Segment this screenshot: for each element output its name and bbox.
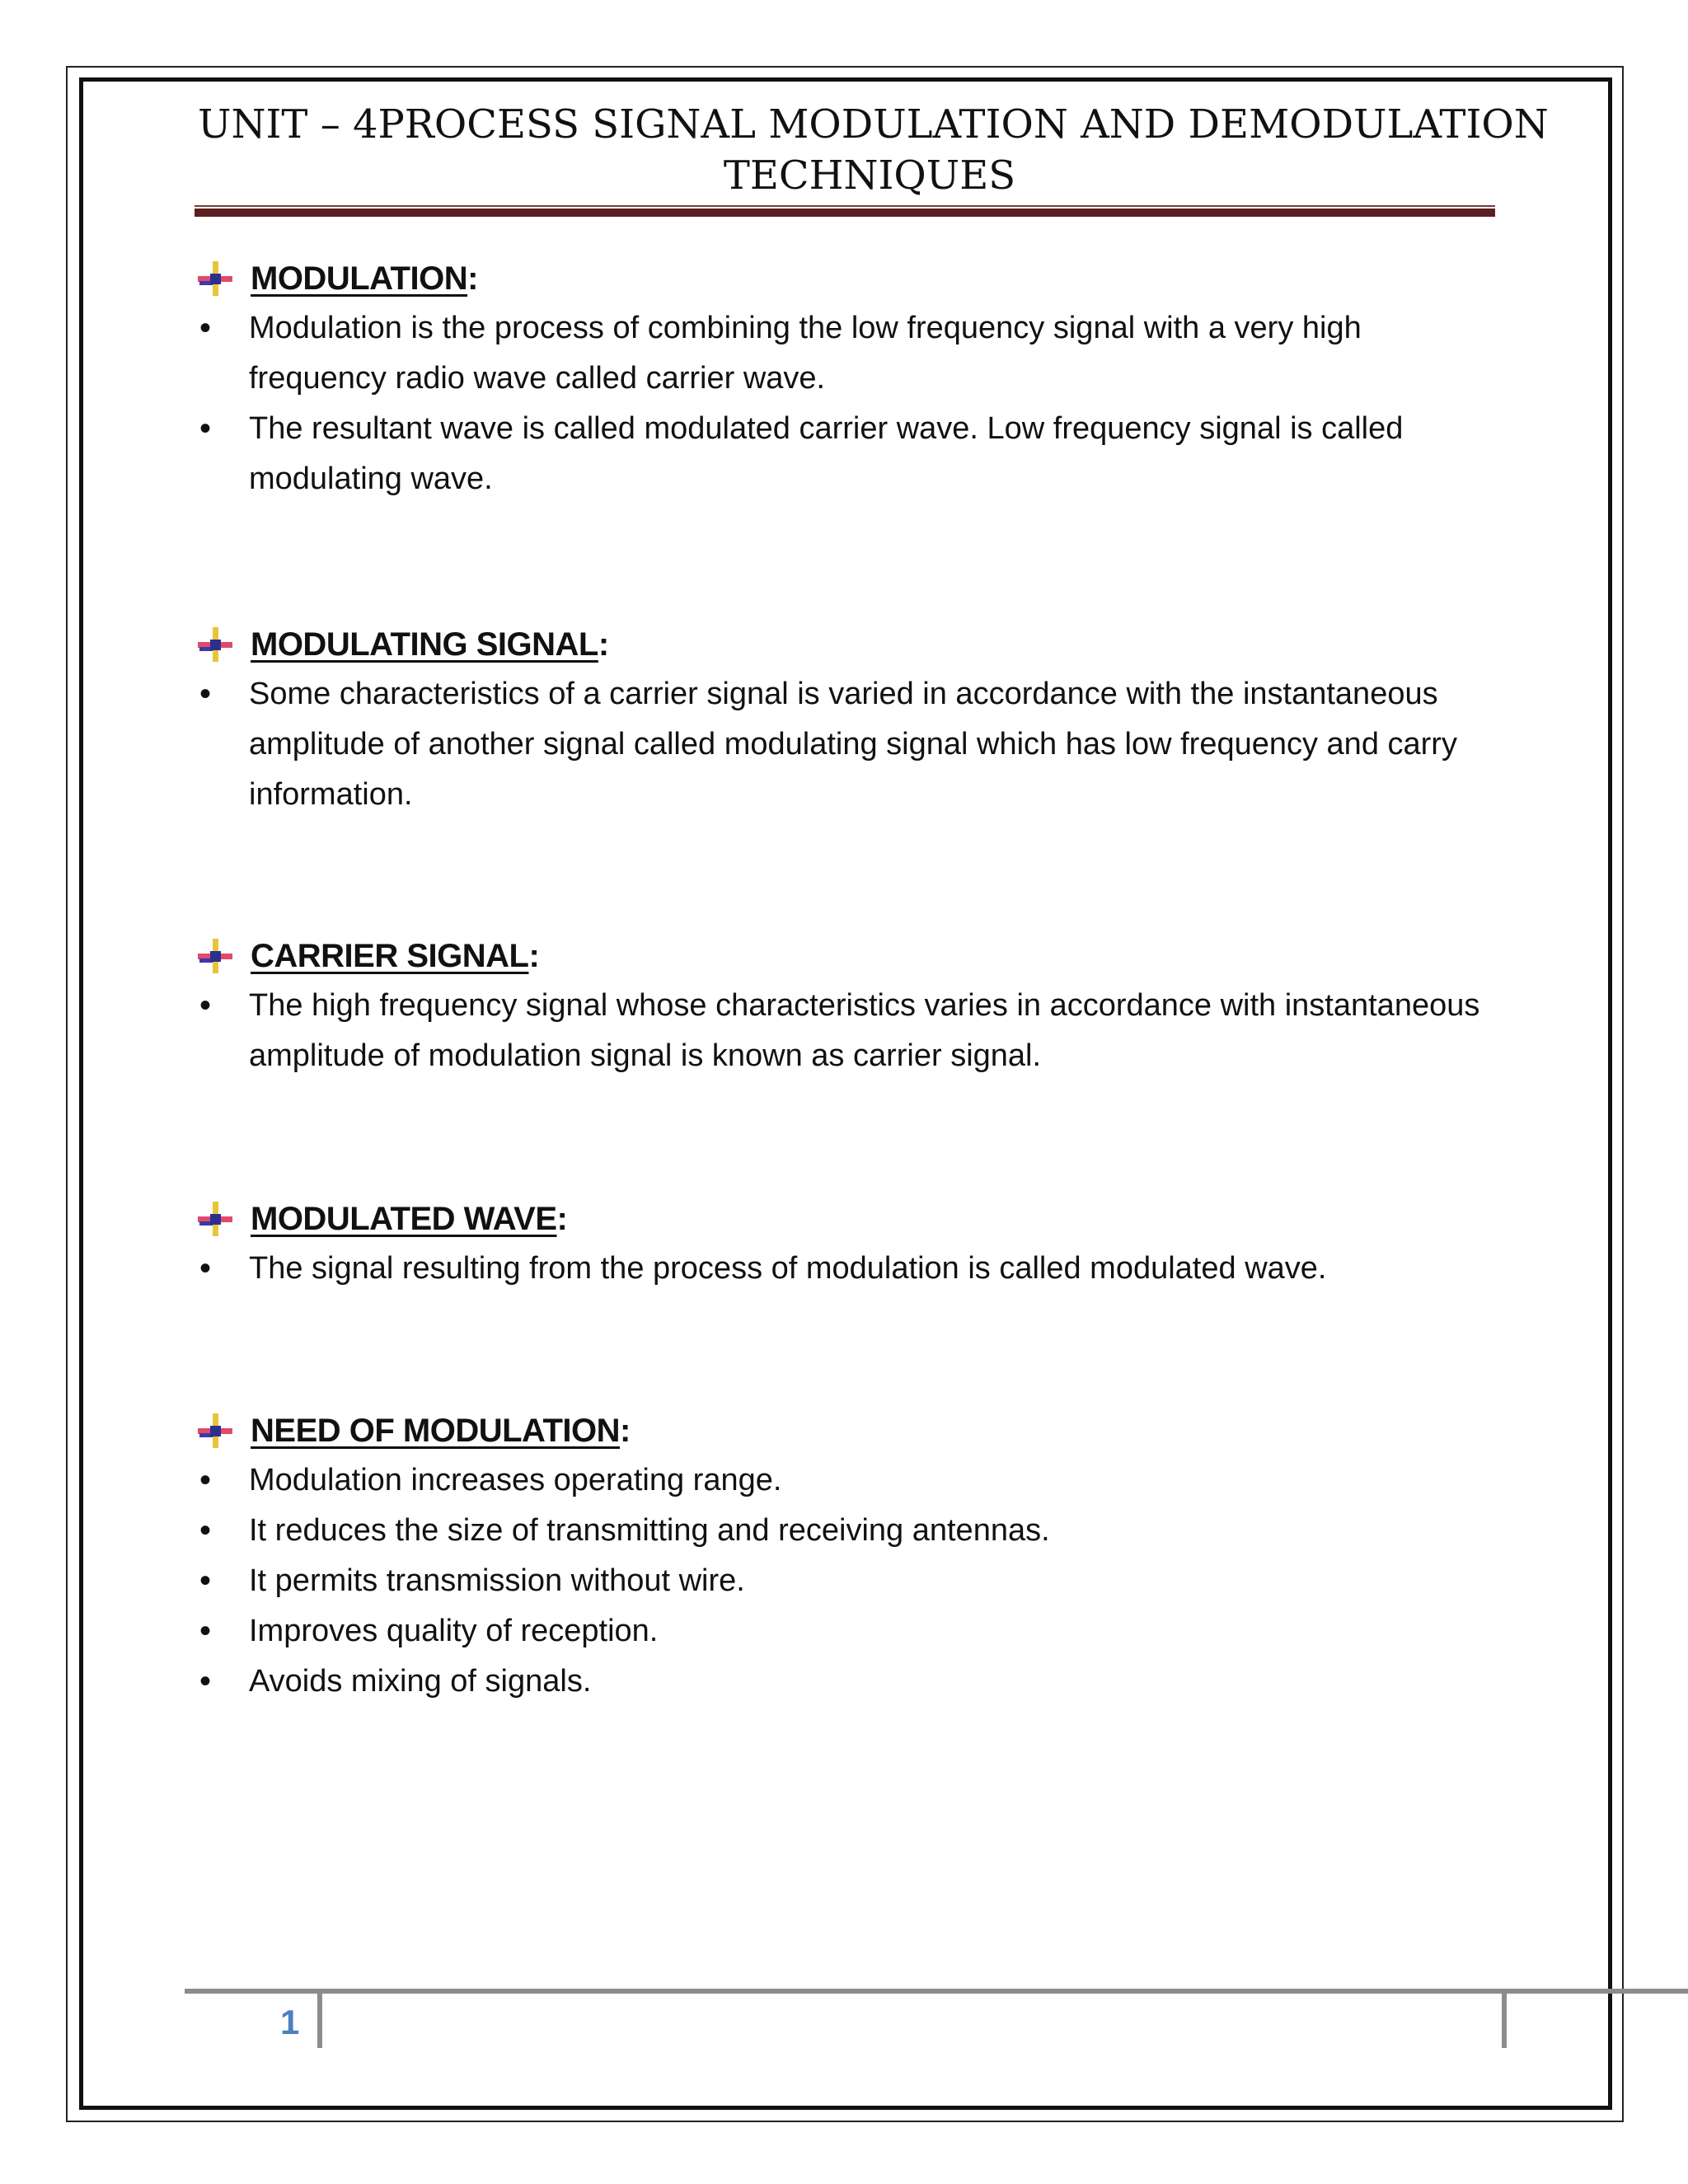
bullet-list xyxy=(196,981,1498,1081)
heading-label: MODULATING SIGNAL xyxy=(251,626,598,663)
list-item: • It reduces the size of transmitting and receiving antennas. xyxy=(196,1506,1498,1556)
heading-suffix: : xyxy=(556,1200,568,1237)
heading-suffix: : xyxy=(528,937,540,974)
section-carrier-signal xyxy=(196,931,1498,1081)
plus-cross-bullet-icon xyxy=(196,1200,234,1238)
section-heading xyxy=(196,1194,1498,1244)
list-item: • Modulation increases operating range. xyxy=(196,1455,1498,1506)
title-rule xyxy=(195,209,1495,217)
heading-label: MODULATION xyxy=(251,260,468,297)
list-item: • Improves quality of reception. xyxy=(196,1606,1498,1657)
section-heading xyxy=(196,620,1498,669)
section-modulation xyxy=(196,254,1498,504)
list-item: • The high frequency signal whose characteristics varies in accordance with instantaneous amplitude of modulation signal is known as carrier signal. xyxy=(196,981,1498,1081)
unit-label: UNIT – 4 xyxy=(198,101,378,148)
section-need-of-modulation xyxy=(196,1406,1498,1707)
heading-suffix: : xyxy=(620,1412,631,1449)
bullet-list xyxy=(196,303,1498,504)
footer-rule xyxy=(185,1989,1688,1994)
list-item: • Some characteristics of a carrier signal is varied in accordance with the instantaneous amplitude of another signal called modulating signal which has low frequency and carry information. xyxy=(196,669,1498,820)
list-item: • Avoids mixing of signals. xyxy=(196,1657,1498,1707)
list-item: • Modulation is the process of combining the low frequency signal with a very high frequency radio wave called carrier wave. xyxy=(196,303,1498,404)
section-heading xyxy=(196,931,1498,981)
plus-cross-bullet-icon xyxy=(196,1412,234,1450)
heading-label: CARRIER SIGNAL xyxy=(251,937,529,974)
bullet-list xyxy=(196,669,1498,820)
footer-divider-left xyxy=(317,1994,322,2048)
heading-label: MODULATED WAVE xyxy=(251,1200,557,1237)
page-number: 1 xyxy=(280,2003,300,2041)
footer-divider-right xyxy=(1502,1994,1507,2048)
bullet-list xyxy=(196,1244,1498,1294)
section-modulating-signal xyxy=(196,620,1498,820)
title-line-2: TECHNIQUES xyxy=(723,152,1016,199)
heading-suffix: : xyxy=(598,626,609,663)
plus-cross-bullet-icon xyxy=(196,260,234,298)
heading-label: NEED OF MODULATION xyxy=(251,1412,621,1449)
list-item: • It permits transmission without wire. xyxy=(196,1556,1498,1606)
document-title xyxy=(198,99,1549,201)
heading-suffix: : xyxy=(467,260,478,297)
section-modulated-wave xyxy=(196,1194,1498,1294)
bullet-list xyxy=(196,1455,1498,1707)
plus-cross-bullet-icon xyxy=(196,626,234,663)
section-heading xyxy=(196,254,1498,303)
title-line-1: PROCESS SIGNAL MODULATION AND DEMODULATION xyxy=(377,101,1549,148)
plus-cross-bullet-icon xyxy=(196,937,234,975)
section-heading xyxy=(196,1406,1498,1455)
list-item: • The resultant wave is called modulated carrier wave. Low frequency signal is called modulating wave. xyxy=(196,404,1498,504)
list-item: • The signal resulting from the process of modulation is called modulated wave. xyxy=(196,1244,1498,1294)
title-rule-thin xyxy=(195,205,1495,207)
